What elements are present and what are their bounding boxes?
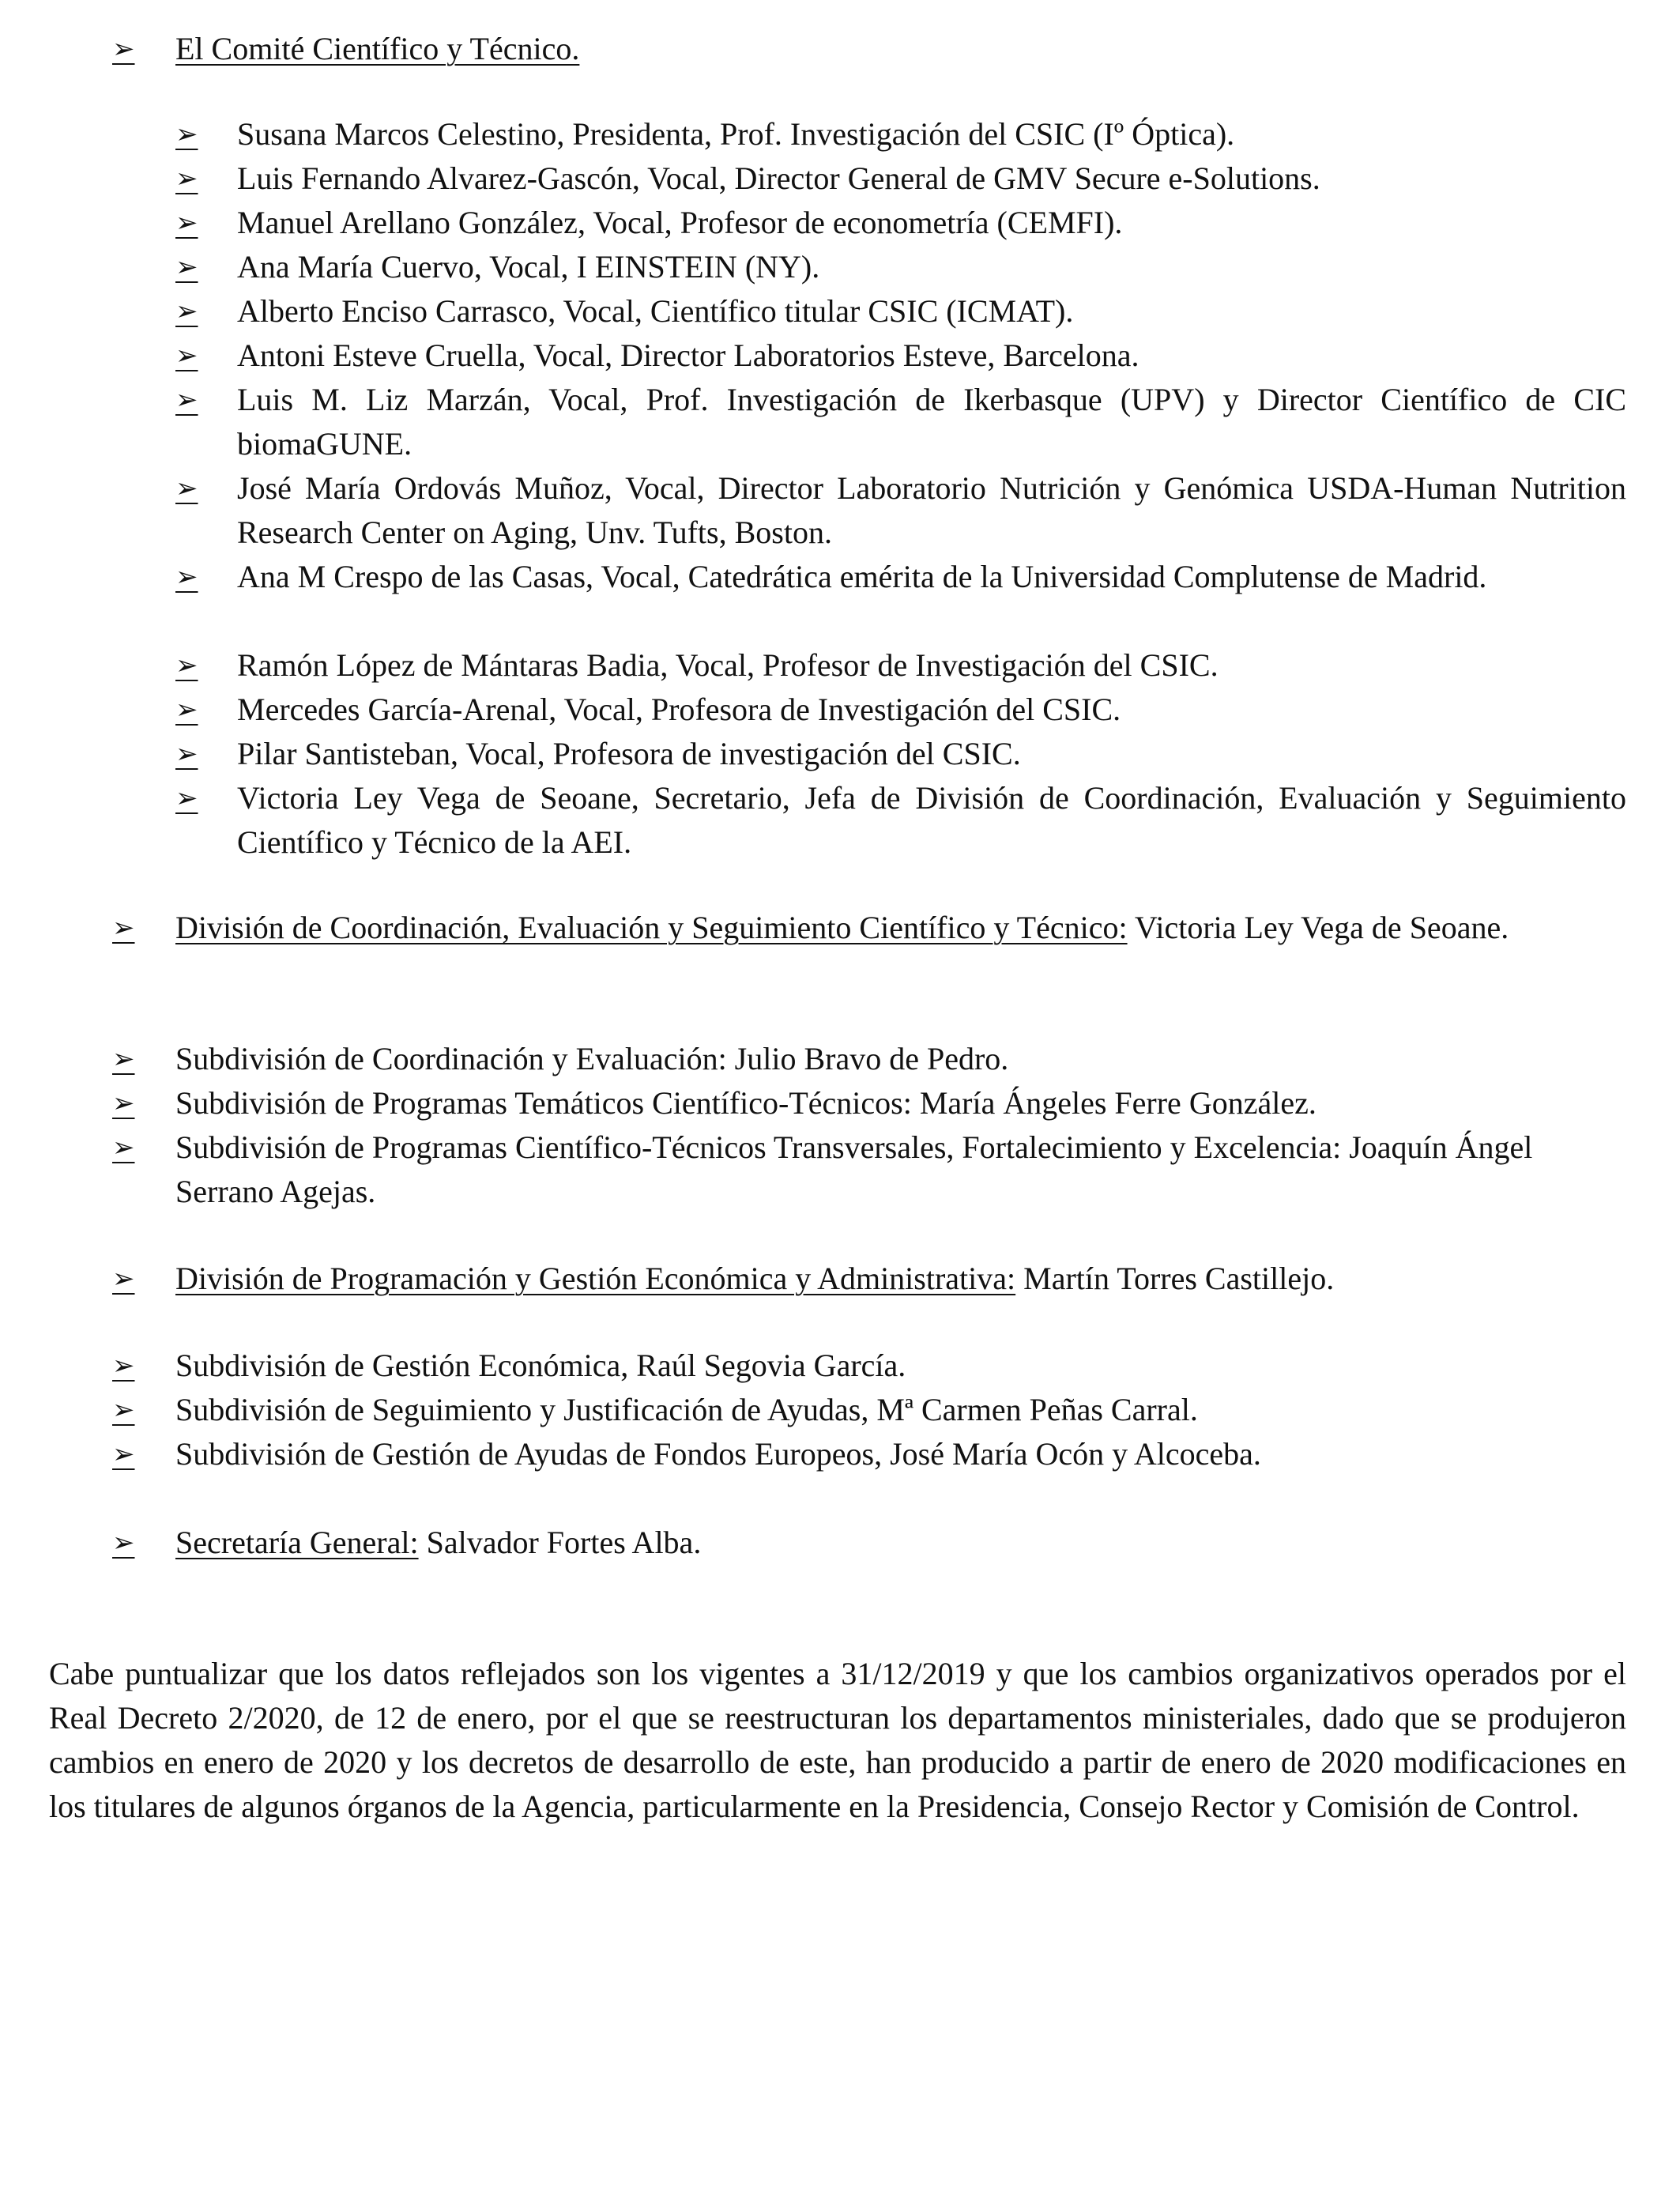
arrow-bullet-icon: ➢: [112, 1438, 135, 1470]
arrow-bullet-icon: ➢: [175, 561, 198, 593]
subdivision-text: Subdivisión de Coordinación y Evaluación: Julio Bravo de Pedro.: [175, 1041, 1009, 1076]
programming-subdivision: [112, 1344, 1626, 1388]
coordination-division-head: Victoria Ley Vega de Seoane.: [1127, 910, 1509, 945]
programming-subdivision: [112, 1388, 1626, 1432]
arrow-bullet-icon: ➢: [112, 1043, 135, 1075]
arrow-bullet-icon: ➢: [112, 1527, 135, 1559]
arrow-bullet-icon: ➢: [175, 163, 198, 194]
member-text: Pilar Santisteban, Vocal, Profesora de investigación del CSIC.: [237, 736, 1021, 771]
coordination-division-label: División de Coordinación, Evaluación y Seguimiento Científico y Técnico:: [175, 910, 1128, 945]
member-text: Luis M. Liz Marzán, Vocal, Prof. Investigación de Ikerbasque (UPV) y Director Científico de CIC biomaGUNE.: [237, 382, 1626, 462]
arrow-bullet-icon: ➢: [175, 384, 198, 416]
committee-member: [175, 245, 1626, 289]
committee-member: [175, 201, 1626, 245]
arrow-bullet-icon: ➢: [175, 738, 198, 770]
arrow-bullet-icon: ➢: [175, 119, 198, 150]
general-secretariat-head: Salvador Fortes Alba.: [418, 1525, 702, 1560]
committee-member: [175, 555, 1626, 599]
coordination-subdivision: [112, 1125, 1626, 1214]
coordination-subdivision: [112, 1081, 1626, 1125]
arrow-bullet-icon: ➢: [112, 1088, 135, 1119]
member-text: Ana María Cuervo, Vocal, I EINSTEIN (NY).: [237, 249, 820, 285]
arrow-bullet-icon: ➢: [112, 33, 135, 65]
programming-division-item: [112, 1257, 1626, 1301]
arrow-bullet-icon: ➢: [175, 694, 198, 726]
programming-division-label: División de Programación y Gestión Económica y Administrativa:: [175, 1261, 1016, 1296]
committee-member: [175, 688, 1626, 732]
subdivision-text: Subdivisión de Gestión de Ayudas de Fondos Europeos, José María Ocón y Alcoceba.: [175, 1436, 1261, 1472]
member-text: Victoria Ley Vega de Seoane, Secretario, Jefa de División de Coordinación, Evaluación y Seguimiento Científico y Técnico de la AEI.: [237, 780, 1626, 860]
arrow-bullet-icon: ➢: [175, 251, 198, 283]
coordination-division-item: [112, 906, 1626, 950]
programming-division-head: Martín Torres Castillejo.: [1015, 1261, 1335, 1296]
committee-member: [175, 643, 1626, 688]
arrow-bullet-icon: ➢: [175, 340, 198, 371]
subdivision-text: Subdivisión de Seguimiento y Justificación de Ayudas, Mª Carmen Peñas Carral.: [175, 1392, 1198, 1427]
arrow-bullet-icon: ➢: [112, 1132, 135, 1163]
member-text: Antoni Esteve Cruella, Vocal, Director Laboratorios Esteve, Barcelona.: [237, 337, 1139, 373]
member-text: Alberto Enciso Carrasco, Vocal, Científico titular CSIC (ICMAT).: [237, 293, 1074, 329]
arrow-bullet-icon: ➢: [112, 1350, 135, 1382]
arrow-bullet-icon: ➢: [175, 296, 198, 327]
committee-member: [175, 112, 1626, 156]
member-text: Luis Fernando Alvarez-Gascón, Vocal, Director General de GMV Secure e-Solutions.: [237, 160, 1320, 196]
arrow-bullet-icon: ➢: [175, 473, 198, 504]
committee-member: [175, 378, 1626, 466]
member-text: José María Ordovás Muñoz, Vocal, Director Laboratorio Nutrición y Genómica USDA-Human Nutrition Research Center on Aging, Unv. Tufts, Boston.: [237, 470, 1626, 550]
subdivision-text: Subdivisión de Programas Científico-Técnicos Transversales, Fortalecimiento y Excelencia: Joaquín Ángel Serrano Agejas.: [175, 1129, 1533, 1209]
committee-member: [175, 466, 1626, 555]
member-text: Mercedes García-Arenal, Vocal, Profesora de Investigación del CSIC.: [237, 692, 1121, 727]
subdivision-text: Subdivisión de Gestión Económica, Raúl Segovia García.: [175, 1348, 906, 1383]
member-text: Ramón López de Mántaras Badia, Vocal, Profesor de Investigación del CSIC.: [237, 647, 1219, 683]
member-text: Manuel Arellano González, Vocal, Profesor de econometría (CEMFI).: [237, 205, 1123, 240]
arrow-bullet-icon: ➢: [112, 912, 135, 944]
committee-member: [175, 334, 1626, 378]
committee-heading-item: [112, 27, 1626, 71]
subdivision-text: Subdivisión de Programas Temáticos Científico-Técnicos: María Ángeles Ferre González.: [175, 1085, 1317, 1121]
committee-heading: El Comité Científico y Técnico.: [175, 31, 580, 66]
coordination-subdivision: [112, 1037, 1626, 1081]
arrow-bullet-icon: ➢: [175, 782, 198, 814]
general-secretariat-label: Secretaría General:: [175, 1525, 419, 1560]
committee-member: [175, 156, 1626, 201]
arrow-bullet-icon: ➢: [175, 207, 198, 239]
member-text: Susana Marcos Celestino, Presidenta, Prof. Investigación del CSIC (Iº Óptica).: [237, 116, 1235, 152]
member-text: Ana M Crespo de las Casas, Vocal, Catedrática emérita de la Universidad Complutense de Madrid.: [237, 559, 1487, 594]
arrow-bullet-icon: ➢: [112, 1263, 135, 1295]
arrow-bullet-icon: ➢: [175, 650, 198, 681]
committee-member: [175, 776, 1626, 865]
committee-member: [175, 289, 1626, 334]
closing-paragraph: Cabe puntualizar que los datos reflejados son los vigentes a 31/12/2019 y que los cambios organizativos operados por el Real Decreto 2/2020, de 12 de enero, por el que se reestructuran los departamentos ministeriales, dado que se produjeron cambios en enero de 2020 y los decretos de desarrollo de este, han producido a partir de enero de 2020 modificaciones en los titulares de algunos órganos de la Agencia, particularmente en la Presidencia, Consejo Rector y Comisión de Control.: [49, 1656, 1626, 1824]
committee-member: [175, 732, 1626, 776]
programming-subdivision: [112, 1432, 1626, 1476]
general-secretariat-item: [112, 1521, 1626, 1565]
arrow-bullet-icon: ➢: [112, 1394, 135, 1426]
